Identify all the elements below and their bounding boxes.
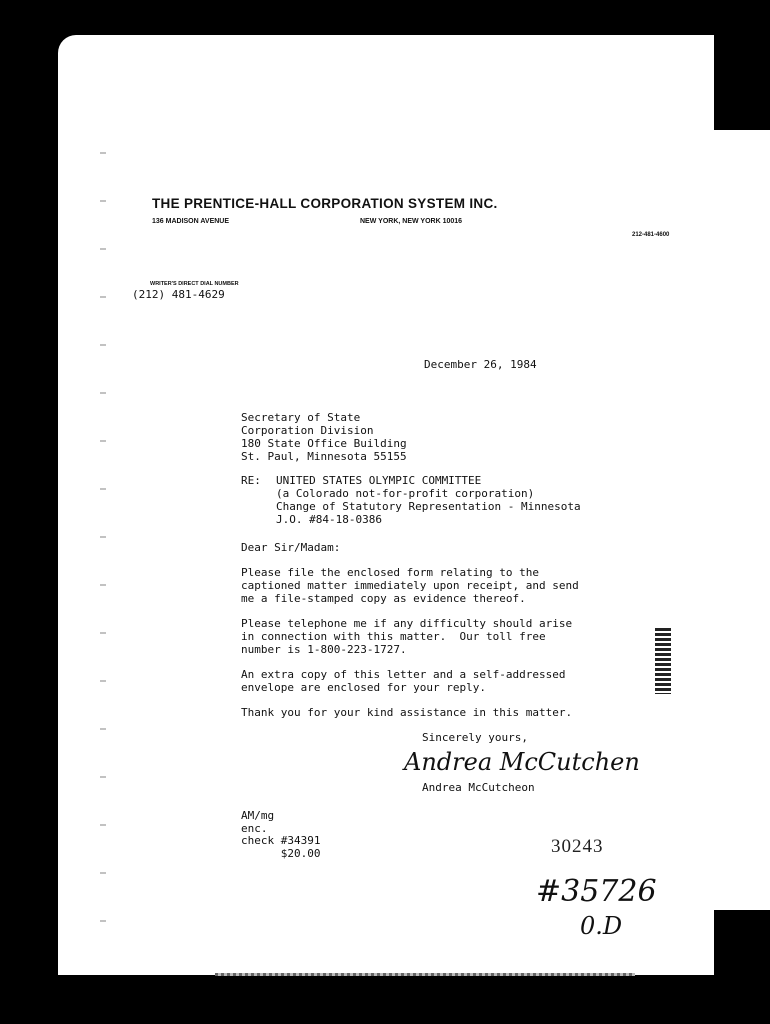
stamp-number: 30243 <box>551 836 604 857</box>
handwritten-initials: 0.D <box>580 912 623 940</box>
letter-date: December 26, 1984 <box>424 358 537 371</box>
paragraph-4: Thank you for your kind assistance in this matter. <box>241 706 573 719</box>
scan-edge-line <box>215 973 635 976</box>
signature: Andrea McCutchen <box>404 748 640 776</box>
handwritten-number: #35726 <box>536 874 657 909</box>
letterhead-phone: 212-481-4600 <box>632 232 670 238</box>
direct-dial-number: (212) 481-4629 <box>132 288 225 301</box>
re-subject: UNITED STATES OLYMPIC COMMITTEE (a Colorado not-for-profit corporation) Change of Statutory Representation - Minnesota J.O. #84-18-0386 <box>276 474 581 526</box>
closing: Sincerely yours, <box>422 731 528 744</box>
footer-notes: AM/mg enc. check #34391 $20.00 <box>241 809 321 860</box>
letterhead-address: 136 MADISON AVENUE <box>152 218 230 225</box>
signer-name: Andrea McCutcheon <box>422 781 535 794</box>
salutation: Dear Sir/Madam: <box>241 541 341 554</box>
paragraph-3: An extra copy of this letter and a self-addressed envelope are enclosed for your reply. <box>241 668 566 694</box>
scan-border-right <box>714 0 770 1024</box>
scan-border-bottom <box>0 975 770 1024</box>
letterhead-city: NEW YORK, NEW YORK 10016 <box>360 218 463 225</box>
side-stamp-mark <box>655 628 671 694</box>
scan-margin-marks <box>100 130 106 950</box>
paragraph-1: Please file the enclosed form relating to the captioned matter immediately upon receipt, and send me a file-stamped copy as evidence thereof. <box>241 566 579 605</box>
paragraph-2: Please telephone me if any difficulty should arise in connection with this matter. Our toll free number is 1-800-223-1727. <box>241 617 573 656</box>
letterhead-company: THE PRENTICE-HALL CORPORATION SYSTEM INC. <box>152 196 498 211</box>
direct-dial-label: WRITER'S DIRECT DIAL NUMBER <box>150 281 239 287</box>
re-label: RE: <box>241 474 261 487</box>
recipient-address: Secretary of State Corporation Division 180 State Office Building St. Paul, Minnesota 55155 <box>241 411 407 463</box>
